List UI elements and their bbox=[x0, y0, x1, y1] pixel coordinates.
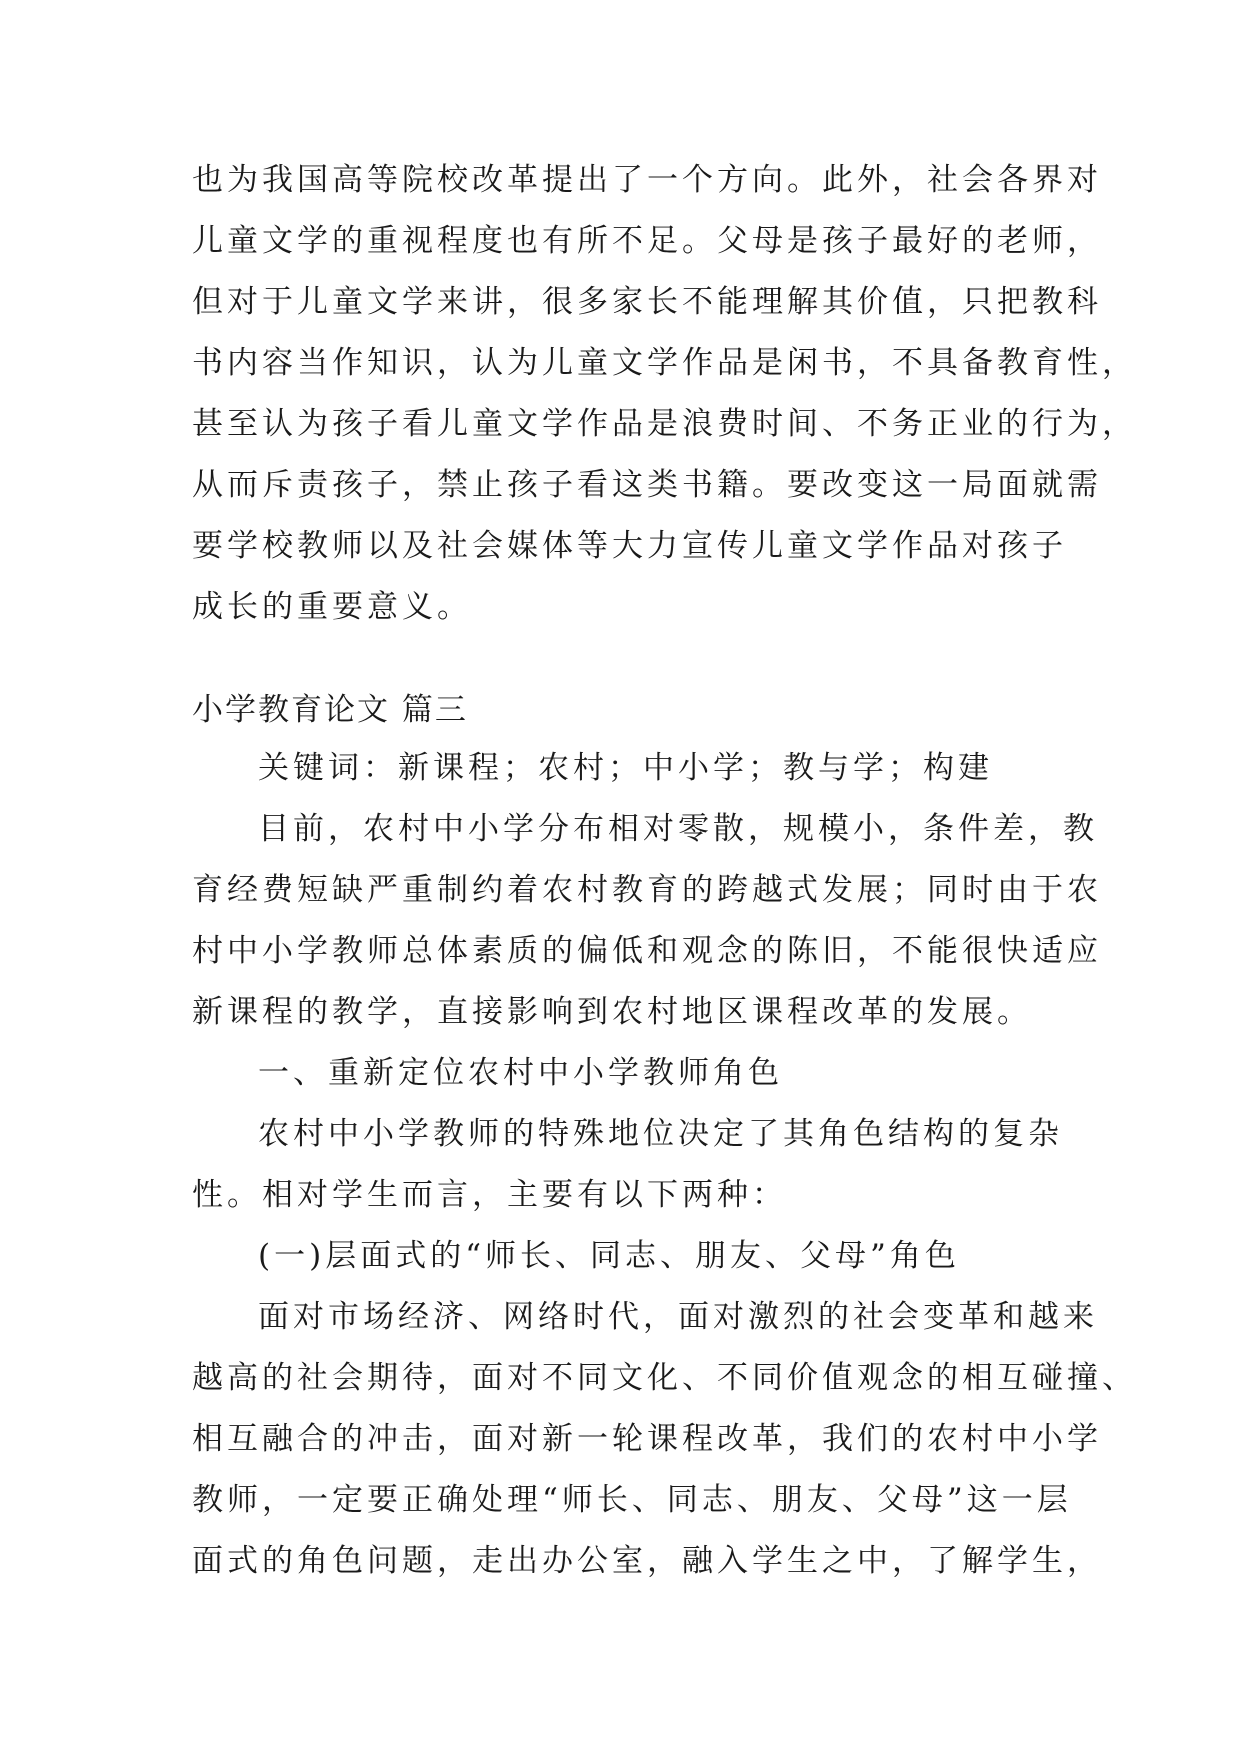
paragraph-line: 要学校教师以及社会媒体等大力宣传儿童文学作品对孩子 bbox=[192, 528, 1067, 564]
paragraph-line: 农村中小学教师的特殊地位决定了其角色结构的复杂 bbox=[258, 1116, 1063, 1152]
keywords-line: 关键词：新课程；农村；中小学；教与学；构建 bbox=[258, 750, 993, 786]
paragraph-line: 也为我国高等院校改革提出了一个方向。此外，社会各界对 bbox=[192, 162, 1102, 198]
paragraph-line: 儿童文学的重视程度也有所不足。父母是孩子最好的老师， bbox=[192, 223, 1102, 259]
paragraph-line: 成长的重要意义。 bbox=[192, 589, 472, 625]
section-title: 小学教育论文 篇三 bbox=[192, 692, 468, 728]
paragraph-line: 新课程的教学，直接影响到农村地区课程改革的发展。 bbox=[192, 994, 1032, 1030]
paragraph-line: 从而斥责孩子，禁止孩子看这类书籍。要改变这一局面就需 bbox=[192, 467, 1102, 503]
paragraph-line: 但对于儿童文学来讲，很多家长不能理解其价值，只把教科 bbox=[192, 284, 1102, 320]
subheading: (一)层面式的“师长、同志、朋友、父母”角色 bbox=[258, 1238, 960, 1274]
paragraph-line: 性。相对学生而言，主要有以下两种： bbox=[192, 1177, 787, 1213]
paragraph-line: 甚至认为孩子看儿童文学作品是浪费时间、不务正业的行为， bbox=[192, 406, 1137, 442]
paragraph-line: 越高的社会期待，面对不同文化、不同价值观念的相互碰撞、 bbox=[192, 1360, 1137, 1396]
subheading: 一、重新定位农村中小学教师角色 bbox=[258, 1055, 783, 1091]
paragraph-line: 教师，一定要正确处理“师长、同志、朋友、父母”这一层 bbox=[192, 1482, 1072, 1518]
paragraph-line: 相互融合的冲击，面对新一轮课程改革，我们的农村中小学 bbox=[192, 1421, 1102, 1457]
paragraph-line: 育经费短缺严重制约着农村教育的跨越式发展；同时由于农 bbox=[192, 872, 1102, 908]
paragraph-line: 目前，农村中小学分布相对零散，规模小，条件差，教 bbox=[258, 811, 1098, 847]
paragraph-line: 面式的角色问题，走出办公室，融入学生之中，了解学生， bbox=[192, 1543, 1102, 1579]
paragraph-line: 村中小学教师总体素质的偏低和观念的陈旧，不能很快适应 bbox=[192, 933, 1102, 969]
paragraph-line: 书内容当作知识，认为儿童文学作品是闲书，不具备教育性， bbox=[192, 345, 1137, 381]
paragraph-line: 面对市场经济、网络时代，面对激烈的社会变革和越来 bbox=[258, 1299, 1098, 1335]
